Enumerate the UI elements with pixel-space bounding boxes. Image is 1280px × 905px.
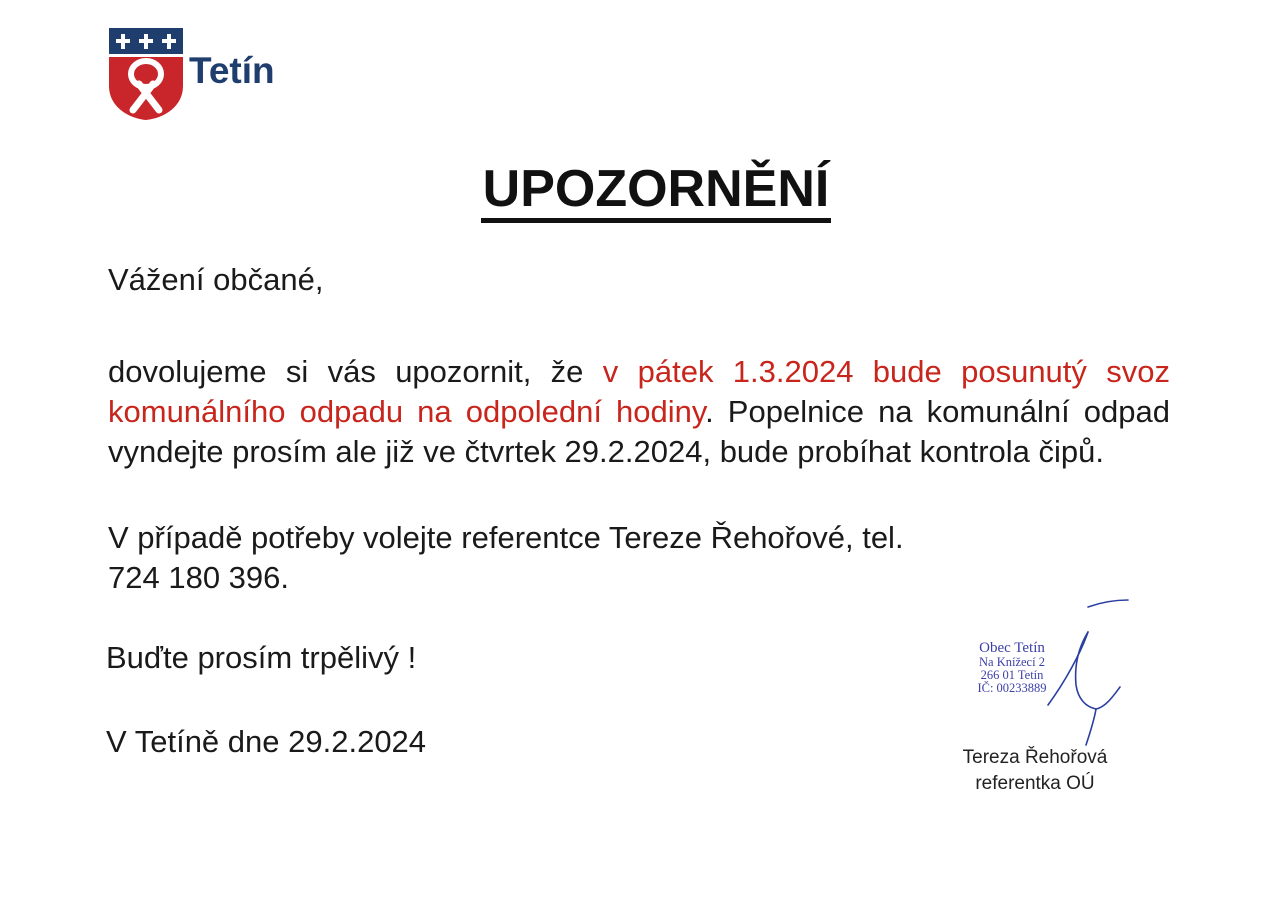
signer-role: referentka OÚ: [975, 773, 1095, 794]
signer-name: Tereza Řehořová: [962, 747, 1108, 768]
stamp-line: 266 01 Tetín: [980, 668, 1044, 682]
tetin-coat-of-arms-icon: [109, 28, 183, 120]
contact-info: [108, 518, 1108, 598]
signer-block: [930, 745, 1140, 797]
paragraph-intro: dovolujeme si vás upozornit, že: [108, 354, 603, 389]
patience-note: Buďte prosím trpělivý !: [106, 640, 417, 675]
logo-text: Tetín: [189, 50, 275, 91]
contact-phone: 724 180 396.: [108, 560, 290, 595]
handwritten-signature: [1030, 595, 1140, 755]
paragraph-rest: . Popelnice na komunální odpad vyndejte prosím ale již ve čtvrtek 29.2.2024, bude probíhat kontrola čipů.: [108, 394, 1170, 469]
stamp-line: IČ: 00233889: [977, 681, 1047, 695]
contact-line: V případě potřeby volejte referentce Tereze Řehořové, tel.: [108, 520, 904, 555]
stamp-line: Obec Tetín: [979, 640, 1045, 656]
notice-title-wrapper: [0, 160, 1280, 223]
municipality-logo: [109, 28, 299, 120]
place-date: V Tetíně dne 29.2.2024: [106, 724, 427, 759]
greeting: Vážení občané,: [108, 262, 324, 297]
notice-title: UPOZORNĚNÍ: [481, 160, 832, 223]
stamp-line: Na Knížecí 2: [979, 655, 1045, 669]
paragraph-highlight: v pátek 1.3.2024 bude posunutý svoz komunálního odpadu na odpolední hodiny: [108, 354, 1170, 429]
notice-paragraph: [108, 352, 1170, 472]
